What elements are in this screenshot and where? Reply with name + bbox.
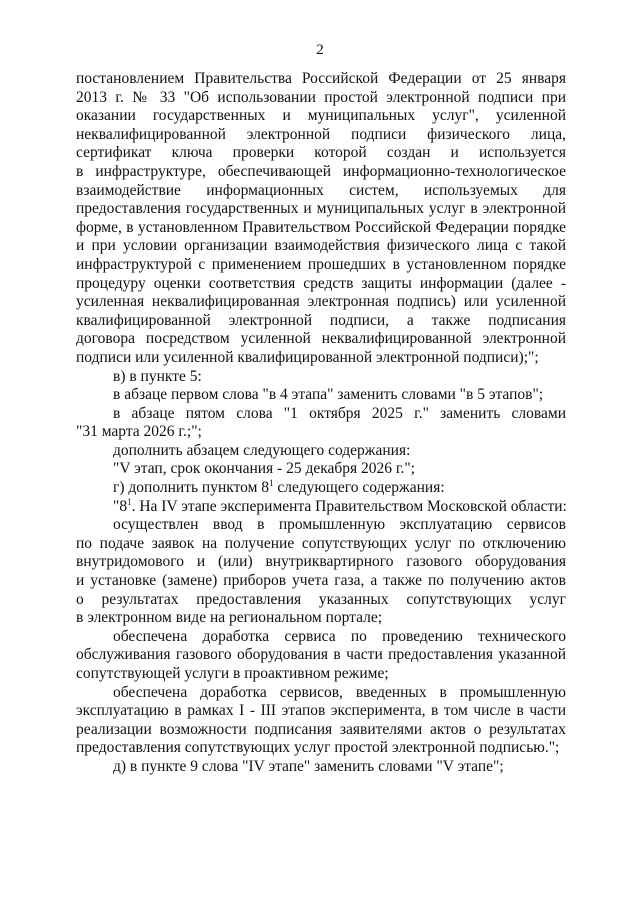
document-body: [76, 70, 566, 777]
text-line: подписи или усиленной квалифицированной электронной подписи);";: [76, 348, 539, 366]
text-line: осуществлен ввод в промышленную эксплуатацию сервисов: [113, 516, 566, 534]
text-line: и при условии организации взаимодействия физического лица с такой: [76, 237, 566, 255]
text-line: дополнить абзацем следующего содержания:: [113, 441, 411, 459]
text-line: усиленная неквалифицированная электронная подпись) или усиленной: [76, 293, 566, 311]
text-line: г) дополнить пунктом $8^1$ следующего содержания:: [113, 478, 445, 497]
text-line: сопутствующей услуги в проактивном режиме;: [76, 665, 389, 682]
text-line: инфраструктурой с применением прошедших в установленном порядке: [76, 255, 566, 273]
text-line: оказании государственных и муниципальных услуг", усиленной: [76, 107, 566, 125]
text-line: постановлением Правительства Российской Федерации от 25 января: [76, 70, 566, 87]
text-line: и установке (замене) приборов учета газа, а также по получению актов: [76, 572, 566, 590]
text-line: в инфраструктуре, обеспечивающей информационно-технологическое: [76, 162, 566, 180]
text-line: неквалифицированной электронной подписи физического лица,: [76, 125, 566, 143]
text-line: обеспечена доработка сервисов, введенных в промышленную: [113, 683, 566, 701]
text-line: обслуживания газового оборудования в части предоставления указанной: [76, 646, 566, 664]
text-line: "31 марта 2026 г.;";: [76, 423, 202, 441]
superscript: 1: [127, 496, 132, 507]
text-line: сертификат ключа проверки которой создан и используется: [76, 144, 566, 162]
text-line: взаимодействие информационных систем, используемых для: [76, 181, 566, 199]
text-line: эксплуатацию в рамках I - III этапов эксперимента, в том числе в части: [76, 702, 566, 720]
text-line: "V этап, срок окончания - 25 декабря 2026 г.";: [113, 460, 416, 478]
text-line: внутридомового и (или) внутриквартирного газового оборудования: [76, 553, 566, 571]
text-line: в абзаце первом слова "в 4 этапа" заменить словами "в 5 этапов";: [113, 386, 544, 404]
text-line: д) в пункте 9 слова "IV этапе" заменить словами "V этапе";: [113, 757, 504, 775]
text-line: в) в пункте 5:: [113, 367, 202, 385]
text-line: по подаче заявок на получение сопутствующих услуг по отключению: [76, 534, 566, 552]
text-line: в абзаце пятом слова "1 октября 2025 г." заменить словами: [113, 404, 566, 422]
text-line: "$8^1$. На IV этапе эксперимента Правительством Московской области:: [113, 496, 567, 515]
text-line: предоставления государственных и муниципальных услуг в электронной: [76, 200, 566, 218]
text-line: реализации возможности подписания заявителями актов о результатах: [76, 720, 566, 738]
text-line: в электронном виде на региональном портале;: [76, 609, 383, 627]
text-line: договора посредством усиленной неквалифицированной электронной: [76, 330, 566, 348]
text-line: предоставления сопутствующих услуг простой электронной подписью.";: [76, 739, 560, 757]
text-line: форме, в установленном Правительством Российской Федерации порядке: [76, 218, 566, 236]
text-line: о результатах предоставления указанных сопутствующих услуг: [76, 590, 566, 608]
text-line: квалифицированной электронной подписи, а также подписания: [76, 311, 566, 329]
superscript: 1: [269, 478, 274, 489]
text-line: процедуру оценки соответствия средств защиты информации (далее -: [76, 274, 566, 292]
page-number: 2: [316, 42, 324, 58]
text-line: обеспечена доработка сервиса по проведению технического: [113, 627, 566, 645]
text-line: 2013 г. № 33 "Об использовании простой электронной подписи при: [76, 88, 566, 106]
